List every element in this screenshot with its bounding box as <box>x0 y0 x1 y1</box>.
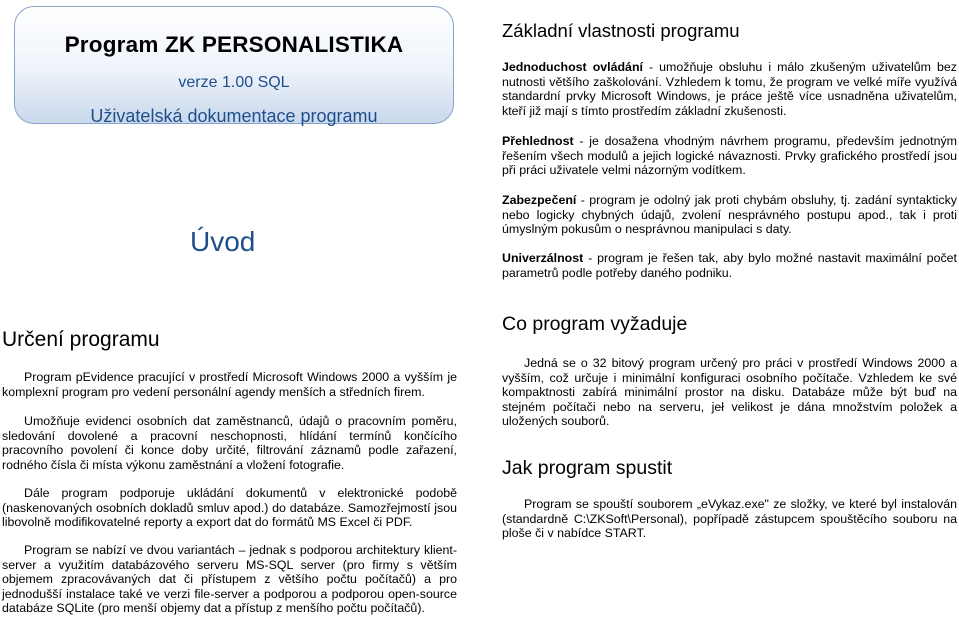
feature-security-text: - program je odolný jak proti chybám obsluhy, tj. zadání syntakticky nebo logicky chybných údajů, zvolení nesprávného postupu apod., tak i proti úmyslným pokusům o nesprávnou manipulaci s daty. <box>502 193 957 237</box>
feature-clarity-term: Přehlednost <box>502 134 574 148</box>
heading-purpose: Určení programu <box>2 328 160 351</box>
document-version: verze 1.00 SQL <box>178 74 290 91</box>
feature-clarity <box>502 134 957 178</box>
feature-universality-term: Univerzálnost <box>502 251 584 265</box>
heading-how-to-run: Jak program spustit <box>502 457 673 479</box>
feature-security <box>502 193 957 237</box>
feature-universality <box>502 251 957 280</box>
chapter-title: Úvod <box>190 226 256 257</box>
purpose-paragraph-4: Program se nabízí ve dvou variantách – jednak s podporou architektury klient-server a využitím databázového serveru MS-SQL server (pro firmy s větším objemem zpracovávaných dat či přístupem z většího počtu počítačů) a pro jednodušší instalace také ve verzi file-server a podporou a podporou open-source databáze SQLite (pro menší objemy dat a přístup z menšího počtu počítačů). <box>2 543 457 616</box>
document-subtitle: Uživatelská dokumentace programu <box>90 106 378 126</box>
purpose-paragraph-1: Program pEvidence pracující v prostředí Microsoft Windows 2000 a vyšším je komplexní program pro vedení personální agendy menších a středních firem. <box>2 370 457 399</box>
feature-simplicity-term: Jednoduchost ovládání <box>502 60 643 74</box>
title-box <box>14 6 454 124</box>
heading-features: Základní vlastnosti programu <box>502 20 740 41</box>
purpose-paragraph-3: Dále program podporuje ukládání dokumentů v elektronické podobě (naskenovaných osobních dokladů smluv apod.) do databáze. Samozřejmostí jsou libovolně modifikovatelné reporty a export dat do formátů MS Excel či PDF. <box>2 486 457 530</box>
feature-universality-text: - program je řešen tak, aby bylo možné nastavit maximální počet parametrů podle potřeby daného podniku. <box>502 251 957 280</box>
feature-clarity-text: - je dosažena vhodným návrhem programu, především jednotným řešením všech modulů a jejich logické návaznosti. Prvky grafického prostředí jsou při práci uživatele velmi názorným vodítkem. <box>502 134 957 178</box>
feature-simplicity <box>502 60 957 118</box>
document-title: Program ZK PERSONALISTIKA <box>64 32 404 57</box>
how-to-run-paragraph: Program se spouští souborem „eVykaz.exe" ze složky, ve které byl instalován (standardně C:\ZKSoft\Personal), popřípadě zástupcem spouštěcího souboru na ploše či v nabídce START. <box>502 497 957 541</box>
heading-requirements: Co program vyžaduje <box>502 313 688 335</box>
feature-simplicity-text: - umožňuje obsluhu i málo zkušeným uživatelům bez nutnosti většího zaškolování. Vzhledem k tomu, že program ve velké míře využívá standardní prvky Microsoft Windows, je práce ještě více usnadněna uživatelům, kteří již mají s tímto prostředím základní zkušenosti. <box>502 60 957 118</box>
requirements-paragraph: Jedná se o 32 bitový program určený pro práci v prostředí Windows 2000 a vyšším, což určuje i minimální konfiguraci osobního počítače. Vzhledem ke své kompaktnosti zabírá minimální prostor na disku. Databáze může být buď na stejném počítači nebo na serveru, jeł velikost je dána množstvím položek a uložených souborů. <box>502 356 957 429</box>
purpose-paragraph-2: Umožňuje evidenci osobních dat zaměstnanců, údajů o pracovním poměru, sledování dovolené a pracovní neschopnosti, hlídání termínů končícího pracovního povolení či konce doby určité, filtrování záznamů podle zařazení, rodného čísla či místa výkonu zaměstnání a vložení fotografie. <box>2 414 457 472</box>
feature-security-term: Zabezpečení <box>502 193 577 207</box>
